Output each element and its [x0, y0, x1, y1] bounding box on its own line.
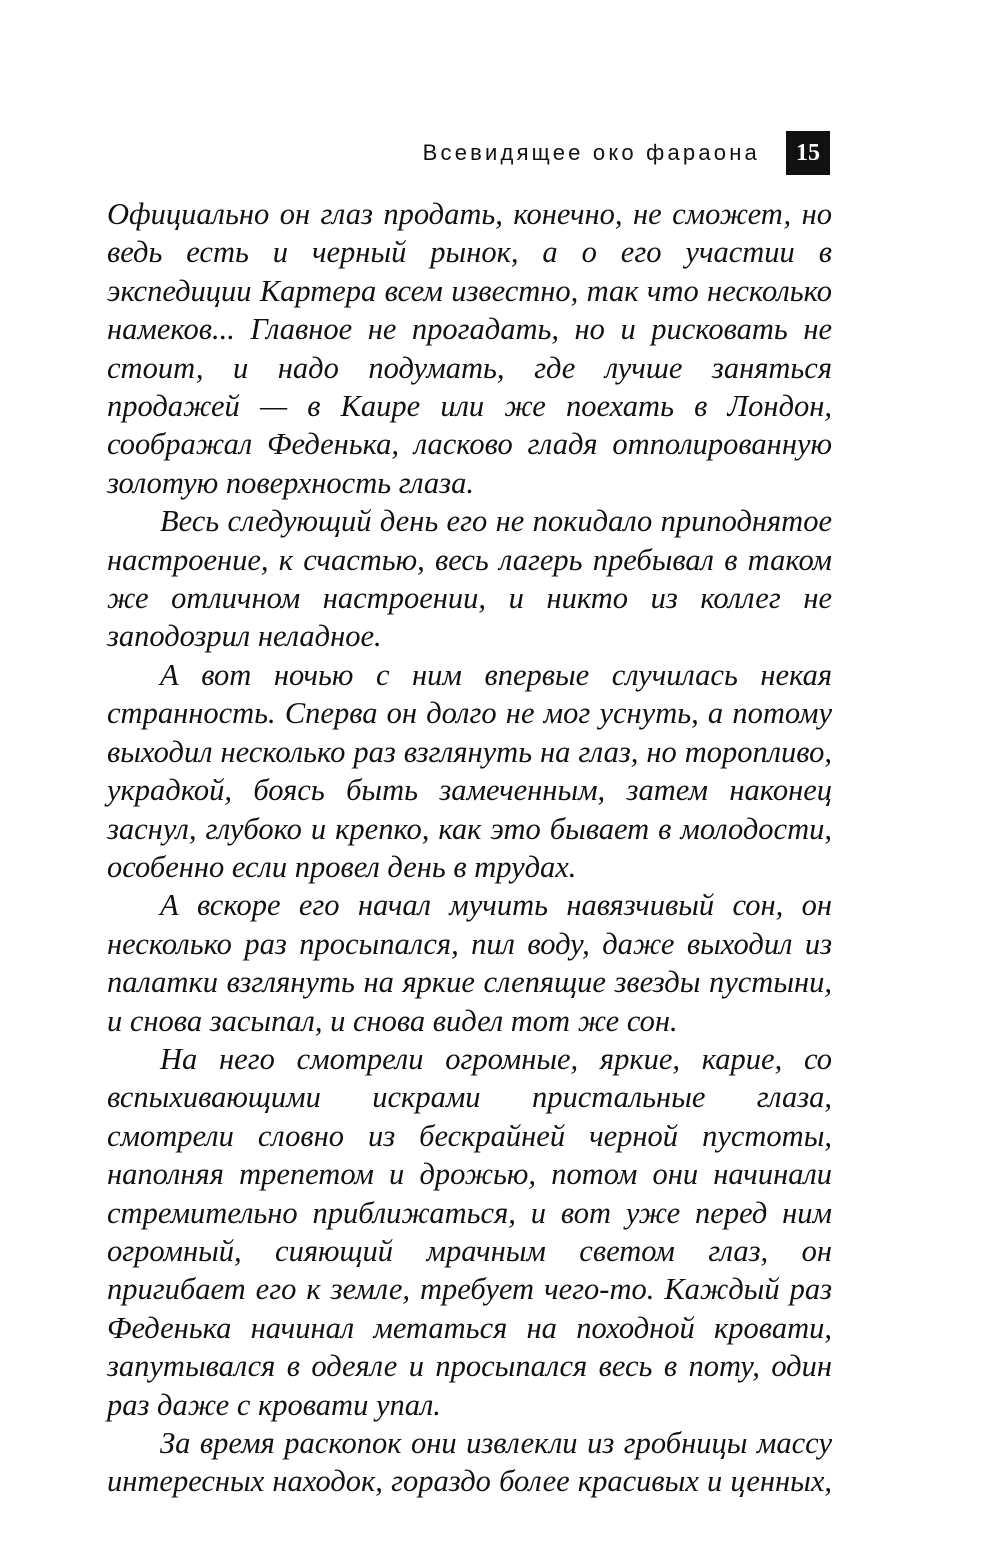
running-head: [423, 131, 830, 175]
paragraph-3: А вот ночью с ним впервые случилась некая странность. Сперва он долго не мог уснуть, а потому выходил несколько раз взглянуть на глаз, но торопливо, украдкой, боясь быть замеченным, затем наконец заснул, глубоко и крепко, как это бывает в молодости, особенно если провел день в трудах.: [107, 657, 832, 884]
body-text: [107, 195, 832, 1501]
paragraph-2: Весь следующий день его не покидало приподнятое настроение, к счастью, весь лагерь пребывал в таком же отличном настроении, и никто из коллег не заподозрил неладное.: [107, 504, 832, 654]
paragraph-5: На него смотрели огромные, яркие, карие, со вспыхивающими искрами пристальные глаза, смотрели словно из бескрайней черной пустоты, наполняя трепетом и дрожью, потом они начинали стремительно приближаться, и вот уже перед ним огромный, сияющий мрачным светом глаз, он пригибает его к земле, требует чего-то. Каждый раз Феденька начинал метаться на походной кровати, запутывался в одеяле и просыпался весь в поту, один раз даже с кровати упал.: [107, 1041, 832, 1422]
page-number: 15: [786, 131, 830, 175]
running-title: Всевидящее око фараона: [422, 140, 760, 165]
paragraph-6: За время раскопок они извлекли из гробницы массу интересных находок, гораздо более красивых и ценных,: [107, 1426, 832, 1499]
paragraph-4: А вскоре его начал мучить навязчивый сон, он несколько раз просыпался, пил воду, даже выходил из палатки взглянуть на яркие слепящие звезды пустыни, и снова засыпал, и снова видел тот же сон.: [107, 888, 832, 1038]
paragraph-1: Официально он глаз продать, конечно, не сможет, но ведь есть и черный рынок, а о его участии в экспедиции Картера всем известно, так что несколько намеков... Главное не прогадать, но и рисковать не стоит, и надо подумать, где лучше заняться продажей — в Каире или же поехать в Лондон, соображал Феденька, ласково гладя отполированную золотую поверхность глаза.: [107, 197, 832, 500]
